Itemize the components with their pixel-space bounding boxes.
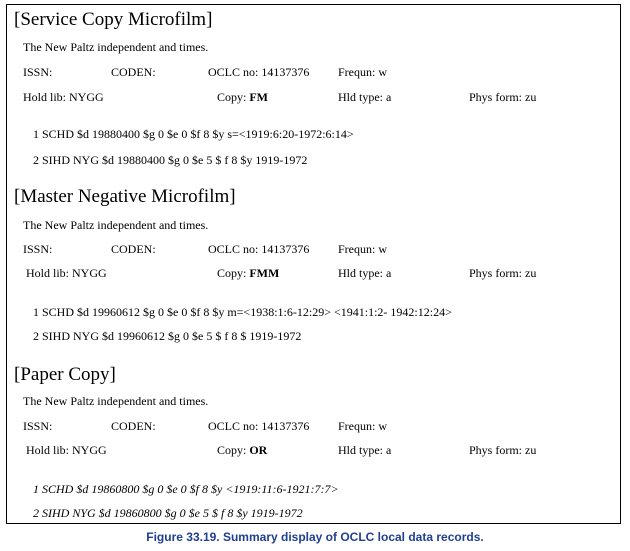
copy-field — [217, 90, 268, 104]
figure-caption: Figure 33.19. Summary display of OCLC local data records. — [146, 530, 484, 544]
copy-value: OR — [249, 443, 268, 457]
frequency: Frequn: w — [338, 419, 387, 433]
record-title: The New Paltz independent and times. — [23, 40, 209, 54]
issn-label: ISSN: — [23, 419, 53, 433]
holding-type: Hld type: a — [338, 90, 392, 104]
copy-label: Copy: — [217, 443, 247, 457]
copy-value: FM — [249, 90, 268, 104]
record-title: The New Paltz independent and times. — [23, 394, 209, 408]
physical-form: Phys form: zu — [469, 443, 537, 457]
copy-field — [217, 266, 279, 280]
coden-label: CODEN: — [111, 65, 156, 79]
holding-line-2: 2 SIHD NYG $d 19880400 $g 0 $e 5 $ f 8 $y 1919-1972 — [33, 153, 308, 167]
oclc-number: OCLC no: 14137376 — [208, 65, 310, 79]
hold-library: Hold lib: NYGG — [26, 443, 107, 457]
frequency: Frequn: w — [338, 242, 387, 256]
holding-line-2: 2 SIHD NYG $d 19860800 $g 0 $e 5 $ f 8 $y 1919-1972 — [33, 506, 303, 520]
record-title: The New Paltz independent and times. — [23, 218, 209, 232]
holding-line-1: 1 SCHD $d 19960612 $g 0 $e 0 $f 8 $y m=<1938:1:6-12:29> <1941:1:2- 1942:12:24> — [33, 305, 452, 319]
section-heading-master-negative: [Master Negative Microfilm] — [14, 186, 236, 207]
copy-label: Copy: — [217, 90, 247, 104]
physical-form: Phys form: zu — [469, 90, 537, 104]
copy-field — [217, 443, 267, 457]
issn-label: ISSN: — [23, 242, 53, 256]
holding-line-1: 1 SCHD $d 19880400 $g 0 $e 0 $f 8 $y s=<1919:6:20-1972:6:14> — [33, 127, 354, 141]
oclc-number: OCLC no: 14137376 — [208, 419, 310, 433]
holding-line-1: 1 SCHD $d 19860800 $g 0 $e 0 $f 8 $y <1919:11:6-1921:7:7> — [33, 482, 339, 496]
coden-label: CODEN: — [111, 419, 156, 433]
coden-label: CODEN: — [111, 242, 156, 256]
hold-library: Hold lib: NYGG — [23, 90, 104, 104]
holding-type: Hld type: a — [338, 443, 392, 457]
holding-type: Hld type: a — [338, 266, 392, 280]
issn-label: ISSN: — [23, 65, 53, 79]
copy-value: FMM — [249, 266, 280, 280]
physical-form: Phys form: zu — [469, 266, 537, 280]
oclc-number: OCLC no: 14137376 — [208, 242, 310, 256]
section-heading-service-copy: [Service Copy Microfilm] — [14, 9, 213, 30]
section-heading-paper-copy: [Paper Copy] — [14, 364, 116, 385]
copy-label: Copy: — [217, 266, 247, 280]
holding-line-2: 2 SIHD NYG $d 19960612 $g 0 $e 5 $ f 8 $ 1919-1972 — [33, 329, 302, 343]
hold-library: Hold lib: NYGG — [26, 266, 107, 280]
frequency: Frequn: w — [338, 65, 387, 79]
